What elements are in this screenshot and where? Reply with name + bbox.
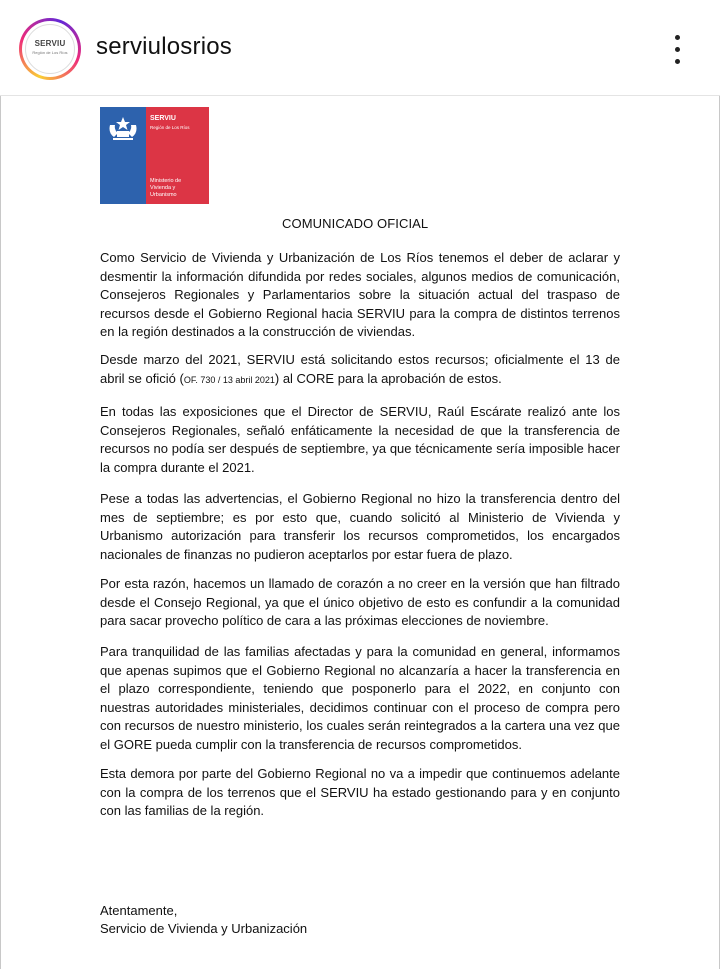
- logo-ministry-line: Ministerio de: [150, 178, 182, 184]
- paragraph-2-after: ) al CORE para la aprobación de estos.: [274, 370, 502, 386]
- paragraph-2-reference: OF. 730 / 13 abril 2021: [183, 374, 275, 385]
- avatar-subtitle: Región de Los Ríos: [32, 50, 68, 55]
- logo-serviu-text: SERVIU: [150, 115, 176, 122]
- logo-red-panel: [146, 107, 209, 204]
- avatar-image: [25, 24, 75, 74]
- chile-crest-icon: [106, 115, 140, 141]
- username-link[interactable]: serviulosrios: [96, 33, 232, 60]
- avatar-inner: [22, 21, 78, 77]
- paragraph-3: En todas las exposiciones que el Director de SERVIU, Raúl Escárate realizó ante los Consejeros Regionales, señaló enfáticamente la necesidad de que la transferencia de recursos no podía ser después de septiembre, ya que técnicamente sería imposible hacer la compra durante el 2021.: [100, 404, 620, 475]
- profile-avatar[interactable]: [19, 18, 81, 80]
- paragraph-2: [100, 351, 620, 389]
- logo-ministry-text: [150, 178, 208, 199]
- more-vertical-icon[interactable]: [664, 32, 692, 68]
- closing-salutation: Atentamente,: [100, 903, 178, 918]
- serviu-logo: [100, 107, 209, 204]
- paragraph-2-before: Desde marzo del 2021, SERVIU está solicitando estos recursos; oficialmente el 13 de abril se ofició (: [100, 352, 620, 386]
- logo-blue-panel: [100, 107, 146, 204]
- logo-ministry-line: Vivienda y: [150, 185, 176, 191]
- logo-region-text: Región de Los Ríos: [150, 125, 190, 130]
- logo-ministry-line: Urbanismo: [150, 192, 177, 198]
- document-title: COMUNICADO OFICIAL: [282, 216, 429, 231]
- paragraph-5: Por esta razón, hacemos un llamado de corazón a no creer en la versión que han filtrado desde el Consejo Regional, ya que el único objetivo de esto es confundir a la comunidad para sacar provecho político de cara a las próximas elecciones de noviembre.: [100, 576, 620, 628]
- paragraph-1: Como Servicio de Vivienda y Urbanización de Los Ríos tenemos el deber de aclarar y desmentir la información difundida por redes sociales, algunos medios de comunicación, Consejeros Regionales y Parlamentarios sobre la situación actual del traspaso de recursos desde el Gobierno Regional hacia SERVIU para la compra de distintos terrenos en la región destinados a la construcción de viviendas.: [100, 250, 620, 339]
- post-header: [0, 0, 720, 96]
- avatar-title: SERVIU: [34, 39, 66, 48]
- paragraph-4: Pese a todas las advertencias, el Gobierno Regional no hizo la transferencia dentro del mes de septiembre; es por esto que, cuando solicitó al Ministerio de Vivienda y Urbanismo autorización para transferir los recursos comprometidos, los encargados nacionales de finanzas no pudieron aceptarlos por estar fuera de plazo.: [100, 491, 620, 562]
- paragraph-6: Para tranquilidad de las familias afectadas y para la comunidad en general, informamos que apenas supimos que el Gobierno Regional no alcanzaría a hacer la transferencia en el plazo correspondiente, teniendo que posponerlo para el 2022, en conjunto con nuestras autoridades ministeriales, decidimos continuar con el proceso de compra pero con recursos de nuestro ministerio, los cuales serán reintegrados a la cartera una vez que el GORE pueda cumplir con la transferencia de recursos comprometidos.: [100, 644, 620, 752]
- paragraph-7: Esta demora por parte del Gobierno Regional no va a impedir que continuemos adelante con la compra de los terrenos que el SERVIU ha estado gestionando para y en conjunto con las familias de la región.: [100, 766, 620, 818]
- closing-signature: Servicio de Vivienda y Urbanización: [100, 921, 308, 936]
